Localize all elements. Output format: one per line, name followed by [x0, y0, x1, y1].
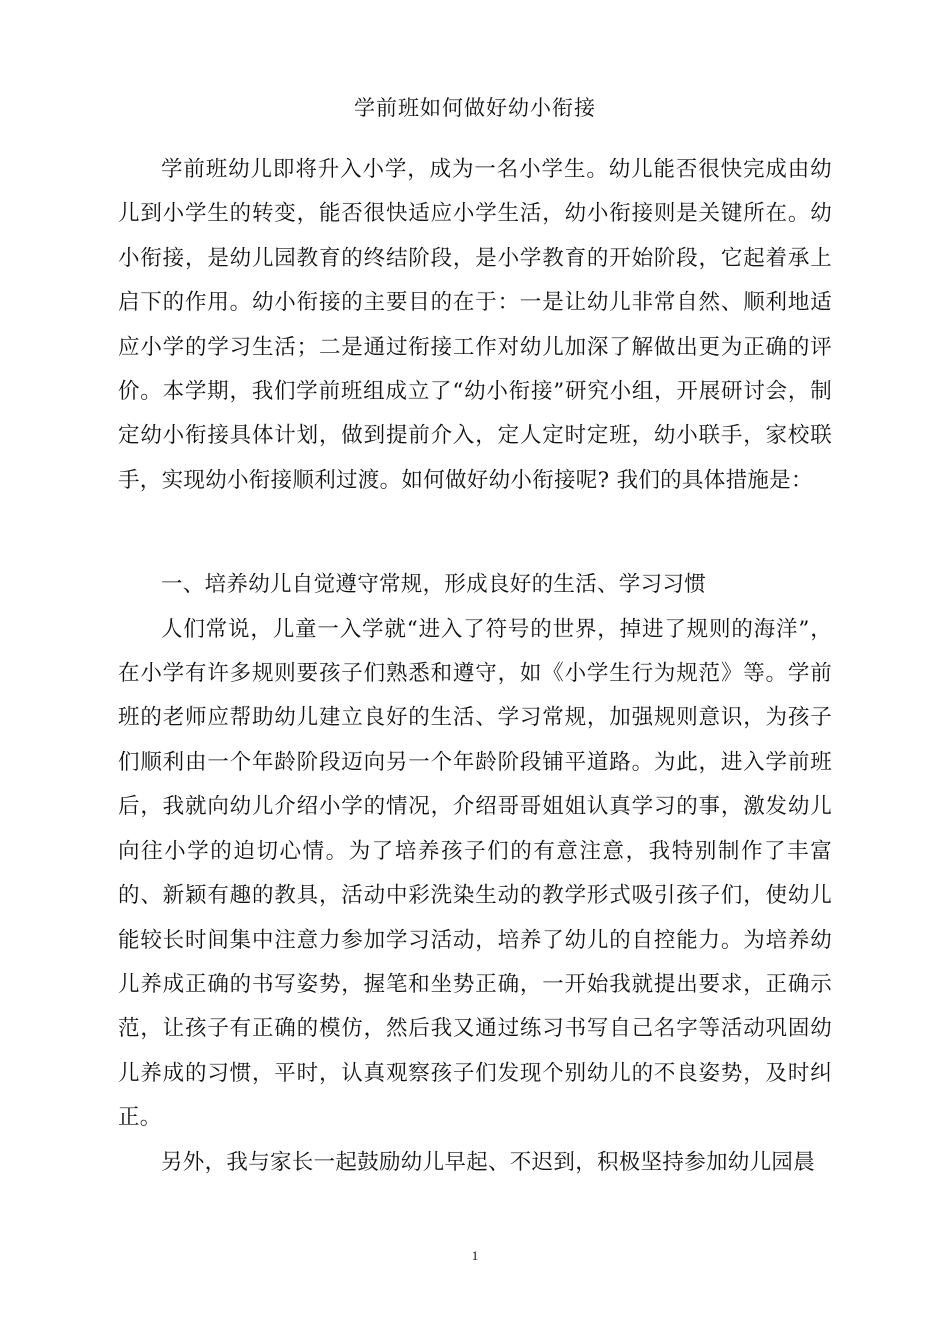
document-body	[118, 148, 832, 1185]
page-number: 1	[471, 1248, 479, 1263]
intro-paragraph: 学前班幼儿即将升入小学，成为一名小学生。幼儿能否很快完成由幼儿到小学生的转变，能否很快适应小学生活，幼小衔接则是关键所在。幼小衔接，是幼儿园教育的终结阶段，是小学教育的开始阶段，它起着承上启下的作用。幼小衔接的主要目的在于：一是让幼儿非常自然、顺利地适应小学的学习生活；二是通过衔接工作对幼儿加深了解做出更为正确的评价。本学期，我们学前班组成立了“幼小衔接”研究小组，开展研讨会，制定幼小衔接具体计划，做到提前介入，定人定时定班，幼小联手，家校联手，实现幼小衔接顺利过渡。如何做好幼小衔接呢? 我们的具体措施是：	[118, 157, 832, 493]
continued-paragraph: 另外，我与家长一起鼓励幼儿早起、不迟到，积极坚持参加幼儿园晨	[161, 1149, 816, 1175]
document-title: 学前班如何做好幼小衔接	[354, 96, 596, 120]
section-paragraph: 人们常说，儿童一入学就“进入了符号的世界，掉进了规则的海洋”，在小学有许多规则要孩子们熟悉和遵守，如《小学生行为规范》等。学前班的老师应帮助幼儿建立良好的生活、学习常规，加强规则意识，为孩子们顺利由一个年龄阶段迈向另一个年龄阶段铺平道路。为此，进入学前班后，我就向幼儿介绍小学的情况，介绍哥哥姐姐认真学习的事，激发幼儿向往小学的迫切心情。为了培养孩子们的有意注意，我特别制作了丰富的、新颖有趣的教具，活动中彩洗染生动的教学形式吸引孩子们，使幼儿能较长时间集中注意力参加学习活动，培养了幼儿的自控能力。为培养幼儿养成正确的书写姿势，握笔和坐势正确，一开始我就提出要求，正确示范，让孩子有正确的模仿，然后我又通过练习书写自己名字等活动巩固幼儿养成的习惯，平时，认真观察孩子们发现个别幼儿的不良姿势，及时纠正。	[118, 616, 832, 1131]
section-heading: 一、培养幼儿自觉遵守常规，形成良好的生活、学习习惯	[161, 572, 707, 598]
paragraph-gap	[118, 503, 832, 563]
